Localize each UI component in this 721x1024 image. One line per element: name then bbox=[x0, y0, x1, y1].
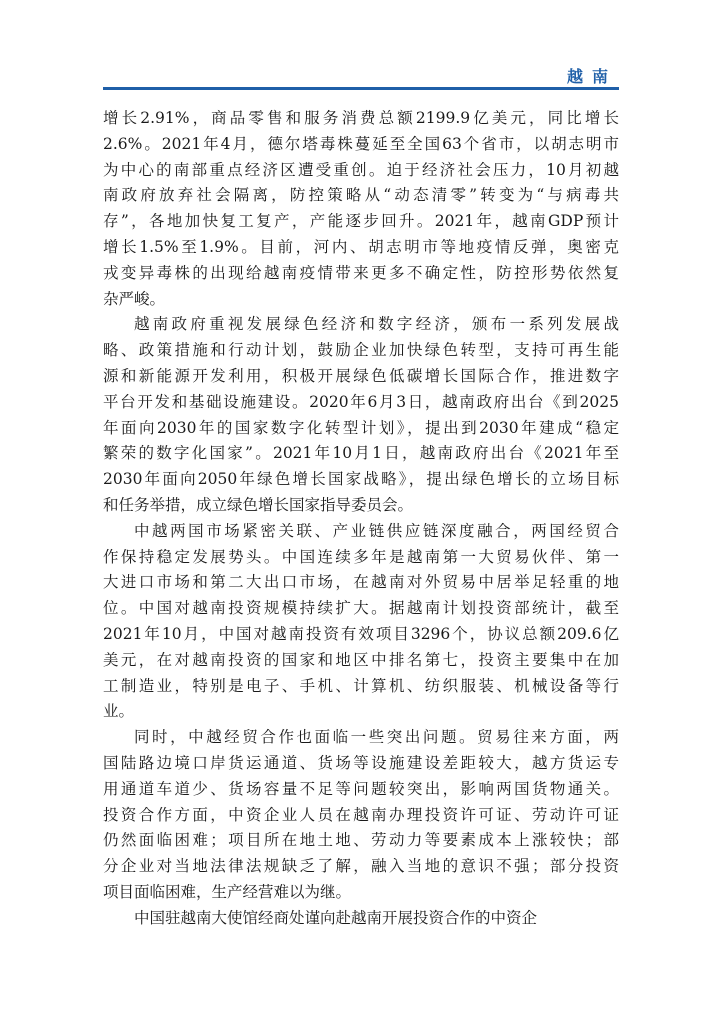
text-line: 业。 bbox=[103, 702, 135, 721]
text-line: 美元，在对越南投资的国家和地区中排名第七，投资主要集中在加 bbox=[103, 650, 619, 669]
text-line: 大进口市场和第二大出口市场，在越南对外贸易中居举足轻重的地 bbox=[103, 573, 619, 592]
text-line: 2.6%。2021年4月，德尔塔毒株蔓延至全国63个省市，以胡志明市 bbox=[103, 134, 619, 153]
text-line: 位。中国对越南投资规模持续扩大。据越南计划投资部统计，截至 bbox=[103, 599, 619, 618]
text-line: 戎变异毒株的出现给越南疫情带来更多不确定性，防控形势依然复 bbox=[103, 263, 619, 282]
running-header bbox=[103, 58, 619, 92]
text-line: 和任务举措，成立绿色增长国家指导委员会。 bbox=[103, 495, 414, 514]
text-line: 2021年10月，中国对越南投资有效项目3296个，协议总额209.6亿 bbox=[103, 624, 619, 643]
text-line: 2030年面向2050年绿色增长国家战略》，提出绿色增长的立场目标 bbox=[103, 470, 619, 489]
text-line: 增长1.5%至1.9%。目前，河内、胡志明市等地疫情反弹，奥密克 bbox=[103, 237, 619, 256]
text-line: 仍然面临困难；项目所在地土地、劳动力等要素成本上涨较快；部 bbox=[103, 831, 619, 850]
text-line: 南政府放弃社会隔离，防控策略从“动态清零”转变为“与病毒共 bbox=[103, 186, 619, 205]
paragraph-first-line: 中国驻越南大使馆经商处谨向赴越南开展投资合作的中资企 bbox=[134, 908, 538, 927]
text-line: 略、政策措施和行动计划，鼓励企业加快绿色转型，支持可再生能 bbox=[103, 341, 619, 360]
text-line: 增长2.91%，商品零售和服务消费总额2199.9亿美元，同比增长 bbox=[103, 109, 619, 127]
paragraph-first-line: 越南政府重视发展绿色经济和数字经济，颁布一系列发展战 bbox=[134, 315, 619, 334]
text-line: 作保持稳定发展势头。中国连续多年是越南第一大贸易伙伴、第一 bbox=[103, 547, 619, 566]
body-text bbox=[103, 106, 619, 932]
text-line: 年面向2030年的国家数字化转型计划》，提出到2030年建成“稳定 bbox=[103, 418, 619, 437]
text-line: 平台开发和基础设施建设。2020年6月3日，越南政府出台《到2025 bbox=[103, 392, 619, 411]
text-line: 用通道车道少、货场容量不足等问题较突出，影响两国货物通关。 bbox=[103, 779, 619, 798]
text-line: 杂严峻。 bbox=[103, 289, 166, 308]
text-line: 工制造业，特别是电子、手机、计算机、纺织服装、机械设备等行 bbox=[103, 676, 619, 695]
text-line: 国陆路边境口岸货运通道、货场等设施建设差距较大，越方货运专 bbox=[103, 753, 619, 772]
text-line: 源和新能源开发利用，积极开展绿色低碳增长国际合作，推进数字 bbox=[103, 366, 619, 385]
header-rule bbox=[103, 87, 619, 90]
running-header-title: 越南 bbox=[566, 67, 617, 86]
paragraph-first-line: 中越两国市场紧密关联、产业链供应链深度融合，两国经贸合 bbox=[134, 521, 619, 540]
text-line: 为中心的南部重点经济区遭受重创。迫于经济社会压力，10月初越 bbox=[103, 160, 619, 179]
text-line: 存”，各地加快复工复产，产能逐步回升。2021年，越南GDP预计 bbox=[103, 212, 619, 231]
text-line: 分企业对当地法律法规缺乏了解，融入当地的意识不强；部分投资 bbox=[103, 857, 619, 876]
text-line: 繁荣的数字化国家”。2021年10月1日，越南政府出台《2021年至 bbox=[103, 444, 619, 463]
paragraph-first-line: 同时，中越经贸合作也面临一些突出问题。贸易往来方面，两 bbox=[134, 728, 619, 747]
text-line: 项目面临困难，生产经营难以为继。 bbox=[103, 882, 352, 901]
text-line: 投资合作方面，中资企业人员在越南办理投资许可证、劳动许可证 bbox=[103, 805, 619, 824]
